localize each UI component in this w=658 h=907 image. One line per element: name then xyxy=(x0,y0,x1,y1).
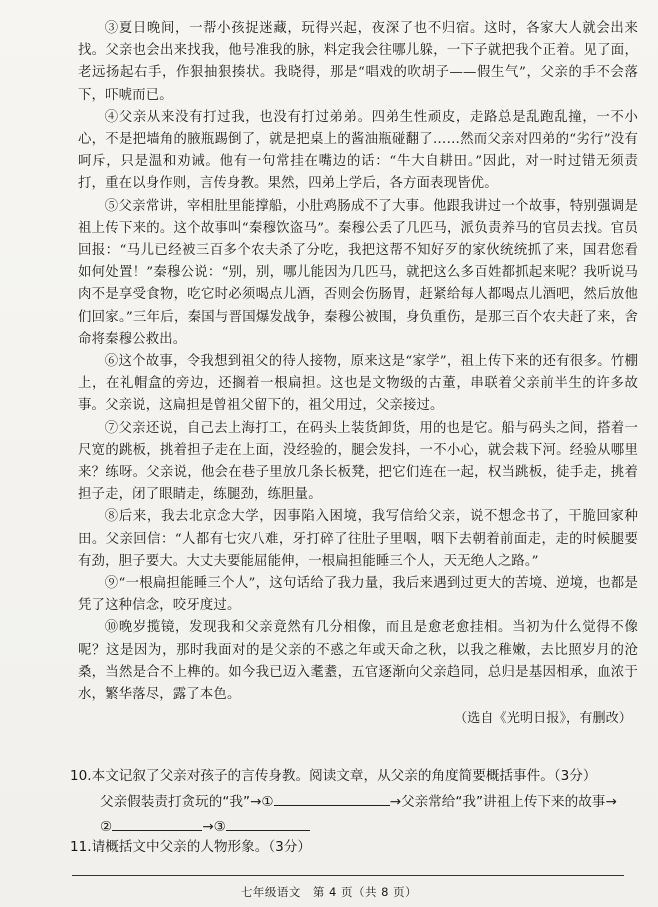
paragraph-10: ⑩晚岁揽镜，发现我和父亲竟然有几分相像，而且是愈老愈挂相。当初为什么觉得不像呢？这是因为，那时我面对的是父亲的不惑之年或天命之秋，以我之稚嫩，去比照岁月的沧桑，当然是合不上榫的。如今我已迈入耄耋，五官逐渐向父亲趋同，总归是基因相承，血浓于水，繁华落尽，露了本色。 xyxy=(78,620,638,703)
paragraph-4: ④父亲从来没有打过我，也没有打过弟弟。四弟生性顽皮，走路总是乱跑乱撞，一不小心，不是把墙角的腋瓶踢倒了，就是把桌上的酱油瓶碰翻了……然而父亲对四弟的“劣行”没有呵斥，只是温和劝诫。他有一句常挂在嘴边的话：“牛大自耕田。”因此，对一时过错无须责打，重在以身作则，言传身教。果然，四弟上学后，各方面表现皆优。 xyxy=(78,109,638,192)
question-11-prompt: 11.请概括文中父亲的人物形象。（3分） xyxy=(70,839,311,855)
answer-line-q11[interactable] xyxy=(72,875,624,876)
article-body xyxy=(78,18,638,730)
question-10-part-2: →父亲常给“我”讲祖上传下来的故事→ xyxy=(389,794,617,810)
paragraph-3: ③夏日晚间，一帮小孩捉迷藏，玩得兴起，夜深了也不归宿。这时，各家大人就会出来找。父亲也会出来找我，他号准我的脉，料定我会往哪儿躲，一下子就把我个正着。见了面，老远扬起右手，作狠抽狠揍状。我晓得，那是“唱戏的吹胡子——假生气”，父亲的手不会落下，吓唬而已。 xyxy=(78,21,638,103)
question-10-marker-2: ② xyxy=(100,819,113,835)
question-10-part-1: 父亲假装责打贪玩的“我”→① xyxy=(100,794,274,810)
paragraph-7: ⑦父亲还说，自己去上海打工，在码头上装货卸货，用的也是它。船与码头之间，搭着一尺宽的跳板，挑着担子走在上面，没经验的，腿会发抖，一不小心，就会栽下河。经验从哪里来？练呀。父亲说，他会在巷子里放几条长板凳，把它们连在一起，权当跳板，徒手走，挑着担子走，闭了眼睛走，练腿劲，练胆量。 xyxy=(78,420,638,503)
page-footer: 七年级语文 第 4 页（共 8 页） xyxy=(240,885,418,899)
question-10-answer-row-1 xyxy=(70,790,640,813)
answer-blank-3[interactable] xyxy=(226,815,310,831)
answer-blank-2[interactable] xyxy=(112,815,202,831)
question-11 xyxy=(70,836,640,858)
question-10-prompt: 10.本文记叙了父亲对孩子的言传身教。阅读文章，从父亲的角度简要概括事件。（3分） xyxy=(70,768,597,784)
question-10 xyxy=(70,765,640,838)
paragraph-9: ⑨“一根扁担能睡三个人”，这句话给了我力量，我后来遇到过更大的苦境、逆境，也都是凭了这种信念，咬牙度过。 xyxy=(78,576,638,614)
answer-blank-1[interactable] xyxy=(274,790,390,806)
question-10-answer-row-2 xyxy=(70,815,640,838)
question-10-arrow-3: →③ xyxy=(202,819,226,835)
article-source: （选自《光明日报》，有删改） xyxy=(453,711,632,727)
paragraph-6: ⑥这个故事，令我想到祖父的待人接物，原来这是“家学”，祖上传下来的还有很多。竹棚上，在礼帽盒的旁边，还搁着一根扁担。这也是文物级的古董，串联着父亲前半生的许多故事。父亲说，这扁担是曾祖父留下的，祖父用过，父亲接过。 xyxy=(78,354,638,414)
paragraph-8: ⑧后来，我去北京念大学，因事陷入困境，我写信给父亲，说不想念书了，干脆回家种田。父亲回信：“人都有七灾八难，牙打碎了往肚子里咽，咽下去朝着前面走，走的时候腿要有劲，胆子要大。大丈夫要能屈能伸，一根扁担能睡三个人，天无绝人之路。” xyxy=(78,509,638,569)
paragraph-5: ⑤父亲常讲，宰相肚里能撑船，小肚鸡肠成不了大事。他跟我讲过一个故事，特别强调是祖上传下来的。这个故事叫“秦穆饮盗马”。秦穆公丢了几匹马，派负责养马的官员去找。官员回报：“马儿已经被三百多个农夫杀了分吃，我把这帮不知好歹的家伙统统抓了来，国君您看如何处置！”秦穆公说：“别，别，哪儿能因为几匹马，就把这么多百姓都抓起来呢？我听说马肉不是享受食物，吃它时必须喝点儿酒，否则会伤肠胃，赶紧给每人都喝点儿酒吧，然后放他们回家。”三年后，秦国与晋国爆发战争，秦穆公被围，身负重伤，是那三百个农夫赶了来，舍命将秦穆公救出。 xyxy=(78,198,638,347)
